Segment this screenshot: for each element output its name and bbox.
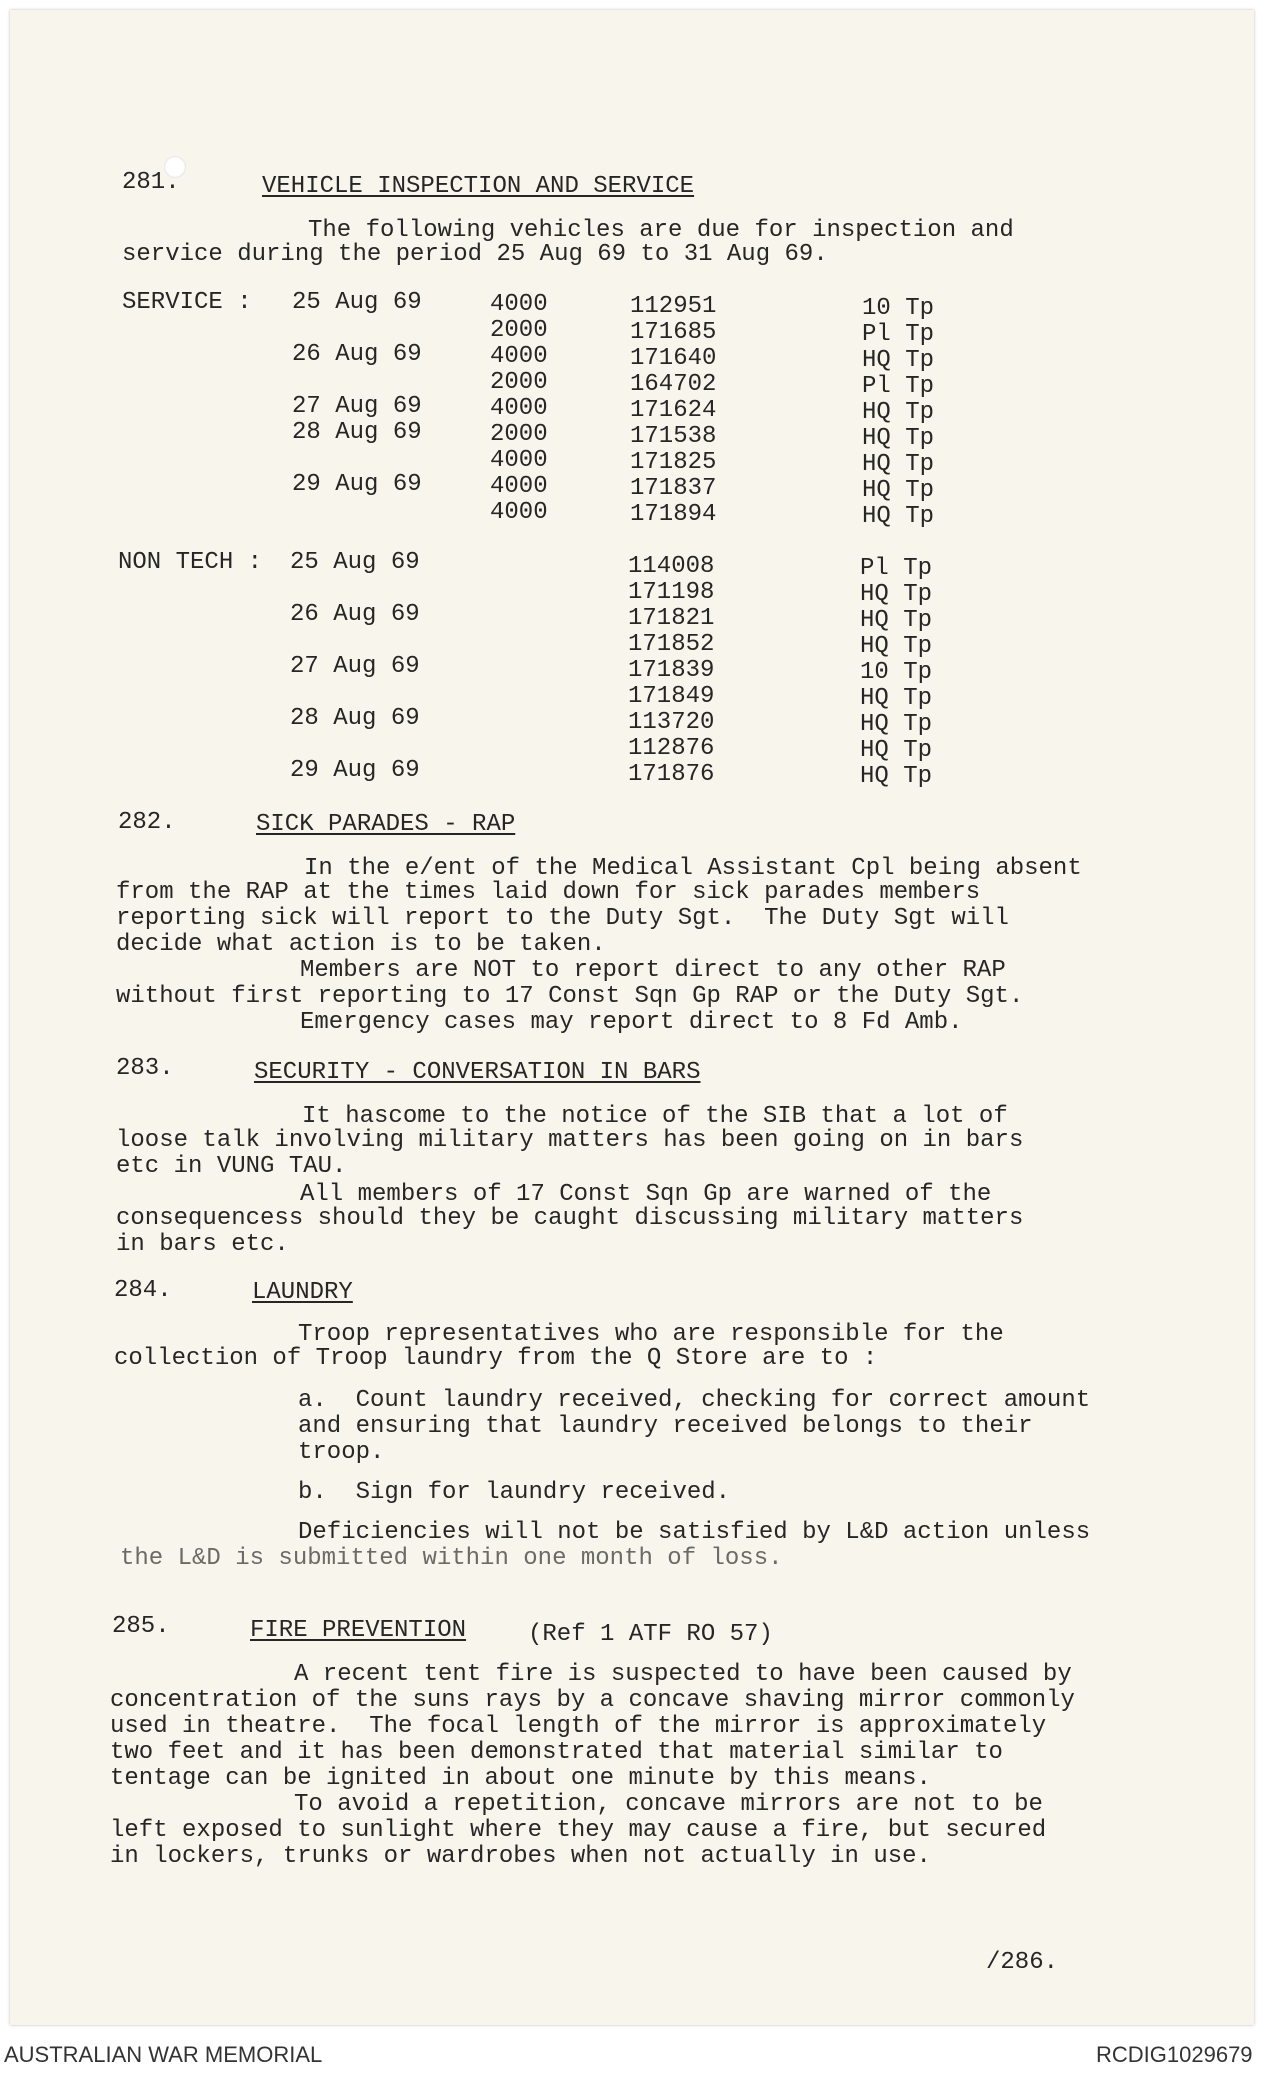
paragraph-line: in lockers, trunks or wardrobes when not actually in use. <box>110 1843 931 1870</box>
vehicle-number: 112876 <box>628 735 715 762</box>
section-number: 281. <box>122 169 180 196</box>
footer-archive-name: AUSTRALIAN WAR MEMORIAL <box>4 2042 323 2067</box>
paragraph-line: left exposed to sunlight where they may cause a fire, but secured <box>110 1817 1047 1844</box>
troop: Pl Tp <box>860 555 933 582</box>
vehicle-type: 2000 <box>490 369 548 396</box>
vehicle-type: 4000 <box>490 291 548 318</box>
vehicle-number: 114008 <box>628 553 715 580</box>
list-item: and ensuring that laundry received belongs to their <box>298 1413 1033 1440</box>
paragraph-line: The following vehicles are due for inspection and <box>308 217 1014 244</box>
list-item: b. Sign for laundry received. <box>298 1479 731 1506</box>
paragraph-line: Emergency cases may report direct to 8 Fd Amb. <box>300 1009 963 1036</box>
troop: Pl Tp <box>862 373 935 400</box>
section-number: 285. <box>112 1613 170 1640</box>
vehicle-number: 113720 <box>628 709 715 736</box>
troop: HQ Tp <box>862 347 935 374</box>
paragraph-line: All members of 17 Const Sqn Gp are warned of the <box>300 1181 992 1208</box>
paragraph-line: reporting sick will report to the Duty Sgt. The Duty Sgt will <box>116 905 1009 932</box>
service-date: 25 Aug 69 <box>292 289 422 316</box>
troop: HQ Tp <box>862 425 935 452</box>
service-date: 29 Aug 69 <box>290 757 420 784</box>
vehicle-type: 4000 <box>490 343 548 370</box>
vehicle-type: 4000 <box>490 395 548 422</box>
paragraph-line: concentration of the suns rays by a concave shaving mirror commonly <box>110 1687 1075 1714</box>
section-heading: SECURITY - CONVERSATION IN BARS <box>254 1059 701 1086</box>
vehicle-number: 164702 <box>630 371 717 398</box>
continuation-marker: /286. <box>986 1949 1059 1976</box>
paragraph-line: etc in VUNG TAU. <box>116 1153 347 1180</box>
troop: HQ Tp <box>860 685 933 712</box>
paragraph-line: without first reporting to 17 Const Sqn Gp RAP or the Duty Sgt. <box>116 983 1024 1010</box>
paragraph-line: tentage can be ignited in about one minute by this means. <box>110 1765 931 1792</box>
vehicle-number: 171894 <box>630 501 717 528</box>
vehicle-number: 171825 <box>630 449 717 476</box>
paragraph-line: consequencess should they be caught discussing military matters <box>116 1205 1024 1232</box>
troop: HQ Tp <box>860 711 933 738</box>
vehicle-number: 171640 <box>630 345 717 372</box>
vehicle-type: 2000 <box>490 317 548 344</box>
vehicle-number: 171839 <box>628 657 715 684</box>
vehicle-number: 171685 <box>630 319 717 346</box>
section-number: 283. <box>116 1055 174 1082</box>
vehicle-number: 171876 <box>628 761 715 788</box>
service-date: 28 Aug 69 <box>290 705 420 732</box>
troop: HQ Tp <box>860 581 933 608</box>
service-label: SERVICE : <box>122 289 252 316</box>
troop: HQ Tp <box>862 503 935 530</box>
service-date: 28 Aug 69 <box>292 419 422 446</box>
section-number: 282. <box>118 809 176 836</box>
paragraph-line: loose talk involving military matters has been going on in bars <box>116 1127 1024 1154</box>
paragraph-line: Deficiencies will not be satisfied by L&D action unless <box>298 1519 1091 1546</box>
paragraph-line: collection of Troop laundry from the Q Store are to : <box>114 1345 878 1372</box>
troop: 10 Tp <box>860 659 933 686</box>
paragraph-line: the L&D is submitted within one month of loss. <box>120 1545 783 1572</box>
vehicle-number: 171837 <box>630 475 717 502</box>
troop: HQ Tp <box>860 763 933 790</box>
footer-record-id: RCDIG1029679 <box>1096 2042 1253 2067</box>
service-date: 26 Aug 69 <box>292 341 422 368</box>
section-heading: SICK PARADES - RAP <box>256 811 516 838</box>
vehicle-type: 4000 <box>490 499 548 526</box>
troop: HQ Tp <box>860 607 933 634</box>
vehicle-type: 4000 <box>490 447 548 474</box>
paragraph-line: from the RAP at the times laid down for sick parades members <box>116 879 981 906</box>
vehicle-number: 171538 <box>630 423 717 450</box>
paragraph-line: service during the period 25 Aug 69 to 31 Aug 69. <box>122 241 828 268</box>
section-heading: FIRE PREVENTION <box>250 1617 467 1644</box>
vehicle-number: 171198 <box>628 579 715 606</box>
paragraph-line: It hascome to the notice of the SIB that a lot of <box>302 1103 1008 1130</box>
paragraph-line: In the e/ent of the Medical Assistant Cpl being absent <box>304 855 1082 882</box>
vehicle-number: 171821 <box>628 605 715 632</box>
section-heading: LAUNDRY <box>252 1279 353 1306</box>
troop: 10 Tp <box>862 295 935 322</box>
troop: Pl Tp <box>862 321 935 348</box>
troop: HQ Tp <box>862 477 935 504</box>
paragraph-line: A recent tent fire is suspected to have been caused by <box>294 1661 1072 1688</box>
paragraph-line: Troop representatives who are responsible for the <box>298 1321 1004 1348</box>
paragraph-line: used in theatre. The focal length of the mirror is approximately <box>110 1713 1047 1740</box>
paragraph-line: Members are NOT to report direct to any other RAP <box>300 957 1006 984</box>
service-date: 27 Aug 69 <box>290 653 420 680</box>
troop: HQ Tp <box>860 633 933 660</box>
service-date: 27 Aug 69 <box>292 393 422 420</box>
vehicle-number: 171624 <box>630 397 717 424</box>
troop: HQ Tp <box>862 451 935 478</box>
service-date: 25 Aug 69 <box>290 549 420 576</box>
troop: HQ Tp <box>860 737 933 764</box>
paragraph-line: in bars etc. <box>116 1231 289 1258</box>
vehicle-type: 4000 <box>490 473 548 500</box>
vehicle-type: 2000 <box>490 421 548 448</box>
nontech-label: NON TECH : <box>118 549 263 576</box>
vehicle-number: 171849 <box>628 683 715 710</box>
section-heading: VEHICLE INSPECTION AND SERVICE <box>262 173 695 200</box>
paragraph-line: decide what action is to be taken. <box>116 931 606 958</box>
vehicle-number: 112951 <box>630 293 717 320</box>
service-date: 29 Aug 69 <box>292 471 422 498</box>
service-date: 26 Aug 69 <box>290 601 420 628</box>
list-item: troop. <box>298 1439 385 1466</box>
list-item: a. Count laundry received, checking for correct amount <box>298 1387 1091 1414</box>
vehicle-number: 171852 <box>628 631 715 658</box>
section-number: 284. <box>114 1277 172 1304</box>
paragraph-line: two feet and it has been demonstrated that material similar to <box>110 1739 1003 1766</box>
section-reference: (Ref 1 ATF RO 57) <box>528 1621 773 1648</box>
troop: HQ Tp <box>862 399 935 426</box>
paragraph-line: To avoid a repetition, concave mirrors are not to be <box>294 1791 1043 1818</box>
